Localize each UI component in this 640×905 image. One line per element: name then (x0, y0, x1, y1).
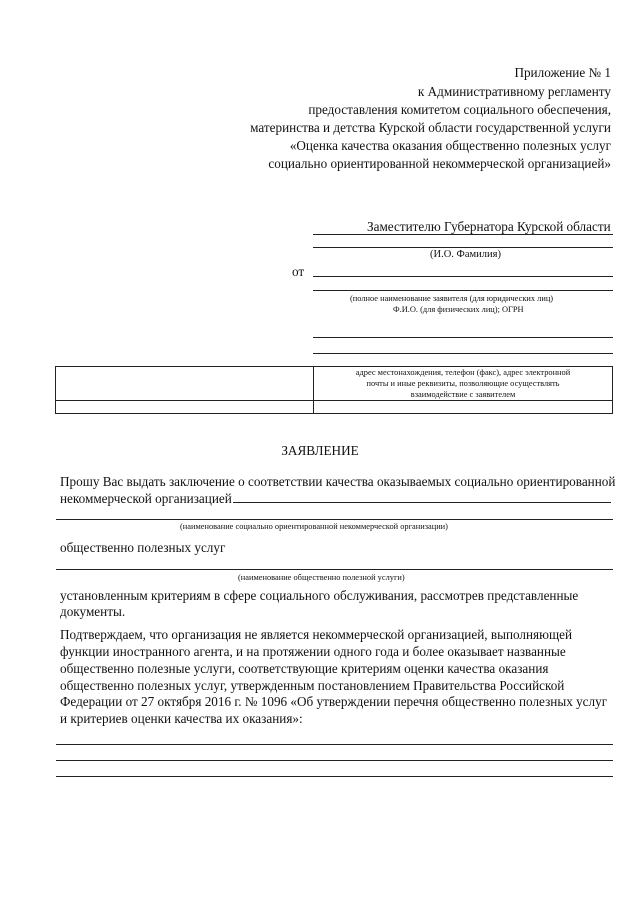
applicant-caption-2: Ф.И.О. (для физических лиц); ОГРН (393, 305, 524, 314)
services-label: общественно полезных услуг (60, 540, 226, 555)
organization-name-field-2[interactable] (56, 519, 613, 520)
requisites-caption-line-1: адрес местонахождения, телефон (факс), адрес электронной (355, 368, 571, 377)
organization-name-field[interactable] (233, 502, 611, 503)
requisites-caption-line-3: взаимодействие с заявителем (410, 390, 516, 399)
recipient-name-field[interactable] (313, 247, 613, 248)
service-caption: (наименование общественно полезной услуги) (238, 573, 405, 582)
confirm-line-5: Федерации от 27 октября 2016 г. № 1096 «Об утверждении перечня общественно полезных услуг (60, 694, 608, 709)
confirm-line-6: и критериев оценки качества их оказания»: (60, 711, 303, 726)
request-line-4: документы. (60, 604, 126, 619)
confirm-line-4: общественно полезных услуг, утвержденным постановлением Правительства Российской (60, 678, 565, 693)
requisites-caption-line-2: почты и иные реквизиты, позволяющие осуществлять (366, 379, 560, 388)
from-label: от (292, 264, 305, 279)
services-list-line-2[interactable] (56, 760, 613, 761)
applicant-caption-1: (полное наименование заявителя (для юридических лиц) (350, 294, 554, 303)
requisites-cell-bottom-left[interactable] (56, 401, 314, 414)
request-line-2: некоммерческой организацией (60, 491, 232, 506)
requisites-cell-bottom-right[interactable] (314, 401, 613, 414)
service-name-field[interactable] (56, 569, 613, 570)
document-title: ЗАЯВЛЕНИЕ (281, 443, 359, 458)
organization-caption: (наименование социально ориентированной некоммерческой организации) (180, 522, 448, 531)
services-list-line-3[interactable] (56, 776, 613, 777)
applicant-field-4[interactable] (313, 353, 613, 354)
header-line-assessment: «Оценка качества оказания общественно полезных услуг (289, 138, 611, 153)
confirm-line-1: Подтверждаем, что организация не является некоммерческой организацией, выполняющей (60, 627, 573, 642)
request-line-3: установленным критериям в сфере социального обслуживания, рассмотрев представленные (60, 588, 579, 603)
requisites-caption-cell (314, 367, 613, 401)
header-line-committee: предоставления комитетом социального обеспечения, (308, 102, 611, 117)
name-caption: (И.О. Фамилия) (430, 249, 501, 260)
recipient-underline (313, 234, 613, 235)
header-line-service: материнства и детства Курской области государственной услуги (250, 120, 611, 135)
applicant-field-3[interactable] (313, 337, 613, 338)
header-line-organization: социально ориентированной некоммерческой организацией» (268, 156, 611, 171)
confirm-line-3: общественно полезные услуги, соответствующие критериям оценки качества оказания (60, 661, 549, 676)
applicant-field-2[interactable] (313, 290, 613, 291)
services-list-line-1[interactable] (56, 744, 613, 745)
appendix-number: Приложение № 1 (514, 65, 611, 80)
applicant-field-1[interactable] (313, 276, 613, 277)
header-line-regulation: к Административному регламенту (417, 84, 611, 99)
requisites-cell-left[interactable] (56, 367, 314, 401)
request-line-1: Прошу Вас выдать заключение о соответствии качества оказываемых социально ориентированной (60, 474, 616, 489)
requisites-table (55, 366, 613, 414)
recipient-title: Заместителю Губернатора Курской области (367, 219, 611, 234)
confirm-line-2: функции иностранного агента, и на протяжении одного года и более оказывает названные (60, 644, 566, 659)
